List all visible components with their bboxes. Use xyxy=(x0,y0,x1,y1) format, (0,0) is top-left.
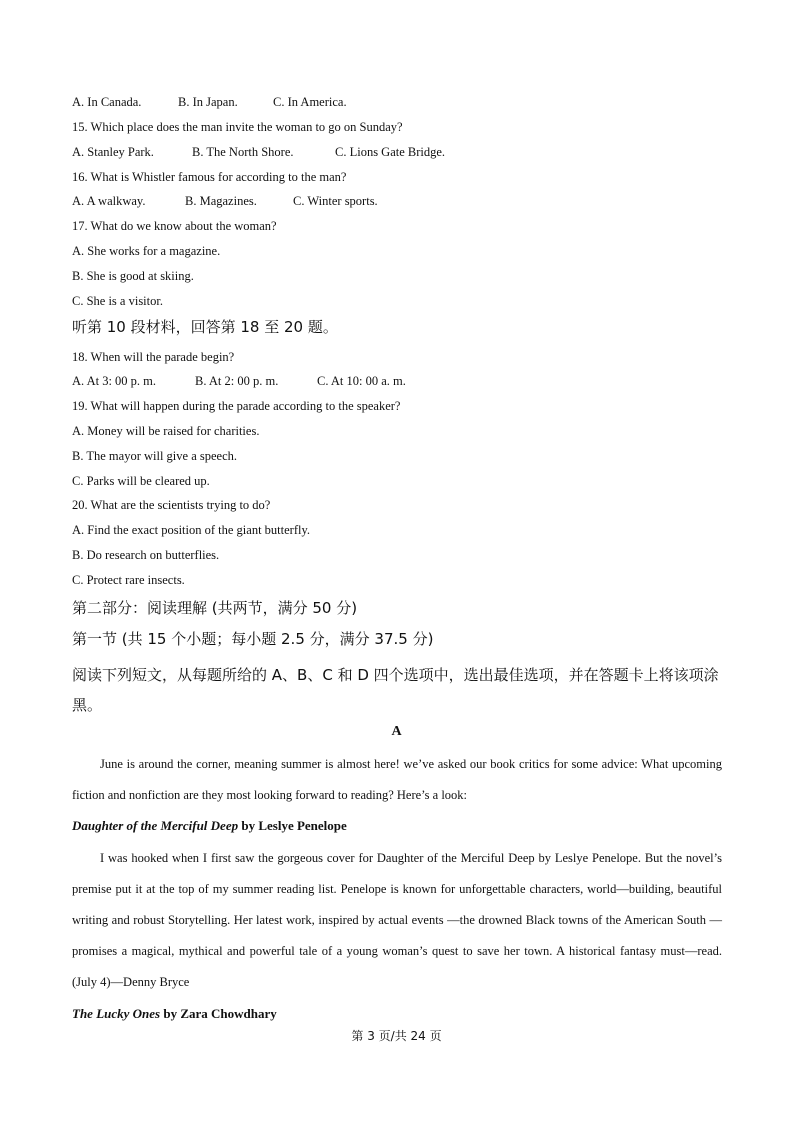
book1-review: I was hooked when I first saw the gorgeous cover for Daughter of the Merciful Deep by Leslye Penelope. But the novel’s premise put it at the top of my summer reading list. Penelope is known for unforgettable characters, world—building, beautiful writing and robust Storytelling. Her latest work, inspired by actual events —the drowned Black towns of the American South —promises a magical, mythical and powerful tale of a young woman’s quest to save her town. A historical fantasy must—read. (July 4)—Denny Bryce xyxy=(72,851,722,989)
q14-options xyxy=(72,94,347,110)
q16-option-b: B. Magazines. xyxy=(185,194,257,208)
page-footer: 第 3 页/共 24 页 xyxy=(351,1029,442,1043)
q17-option-b: B. She is good at skiing. xyxy=(72,269,194,283)
q19-option-b: B. The mayor will give a speech. xyxy=(72,449,238,463)
q18-options xyxy=(72,373,406,389)
passage-label: A xyxy=(391,724,402,739)
q20-option-c: C. Protect rare insects. xyxy=(72,573,185,587)
q17-option-c: C. She is a visitor. xyxy=(72,294,163,308)
q16-stem: 16. What is Whistler famous for according to the man? xyxy=(72,170,347,184)
q15-stem: 15. Which place does the man invite the woman to go on Sunday? xyxy=(72,120,403,134)
passage-intro: June is around the corner, meaning summer is almost here! we’ve asked our book critics for some advice: What upcoming fiction and nonfiction are they most looking forward to reading? Here’s a look: xyxy=(72,757,722,802)
q18-option-c: C. At 10: 00 a. m. xyxy=(317,374,406,388)
section10-heading: 听第 10 段材料，回答第 18 至 20 题。 xyxy=(72,318,338,336)
reading-part-heading: 第二部分：阅读理解 (共两节，满分 50 分) xyxy=(72,599,358,617)
q20-stem: 20. What are the scientists trying to do? xyxy=(72,498,271,512)
q20-option-a: A. Find the exact position of the giant butterfly. xyxy=(72,523,311,537)
q16-option-c: C. Winter sports. xyxy=(293,194,378,208)
book2-heading xyxy=(72,1006,277,1022)
book2-title: The Lucky Ones xyxy=(72,1006,161,1021)
q15-options xyxy=(72,144,445,160)
q17-option-a: A. She works for a magazine. xyxy=(72,244,221,258)
book1-author: by Leslye Penelope xyxy=(238,818,347,833)
q14-option-a: A. In Canada. xyxy=(72,95,142,109)
q18-option-b: B. At 2: 00 p. m. xyxy=(195,374,279,388)
q16-options xyxy=(72,193,378,209)
q17-stem: 17. What do we know about the woman? xyxy=(72,219,277,233)
reading-section-heading: 第一节 (共 15 个小题；每小题 2.5 分，满分 37.5 分) xyxy=(72,630,434,648)
reading-instructions: 阅读下列短文，从每题所给的 A、B、C 和 D 四个选项中，选出最佳选项，并在答题卡上将该项涂黑。 xyxy=(72,666,719,714)
q16-option-a: A. A walkway. xyxy=(72,194,146,208)
q18-stem: 18. When will the parade begin? xyxy=(72,350,235,364)
q19-option-a: A. Money will be raised for charities. xyxy=(72,424,260,438)
q15-option-b: B. The North Shore. xyxy=(192,145,294,159)
q15-option-c: C. Lions Gate Bridge. xyxy=(335,145,446,159)
q14-option-c: C. In America. xyxy=(273,95,347,109)
q19-option-c: C. Parks will be cleared up. xyxy=(72,474,210,488)
q20-option-b: B. Do research on butterflies. xyxy=(72,548,220,562)
q15-option-a: A. Stanley Park. xyxy=(72,145,154,159)
q18-option-a: A. At 3: 00 p. m. xyxy=(72,374,157,388)
q14-option-b: B. In Japan. xyxy=(178,95,238,109)
book1-title: Daughter of the Merciful Deep xyxy=(72,818,239,833)
book2-author: by Zara Chowdhary xyxy=(160,1006,277,1021)
q19-stem: 19. What will happen during the parade according to the speaker? xyxy=(72,399,401,413)
book1-heading xyxy=(72,818,347,834)
